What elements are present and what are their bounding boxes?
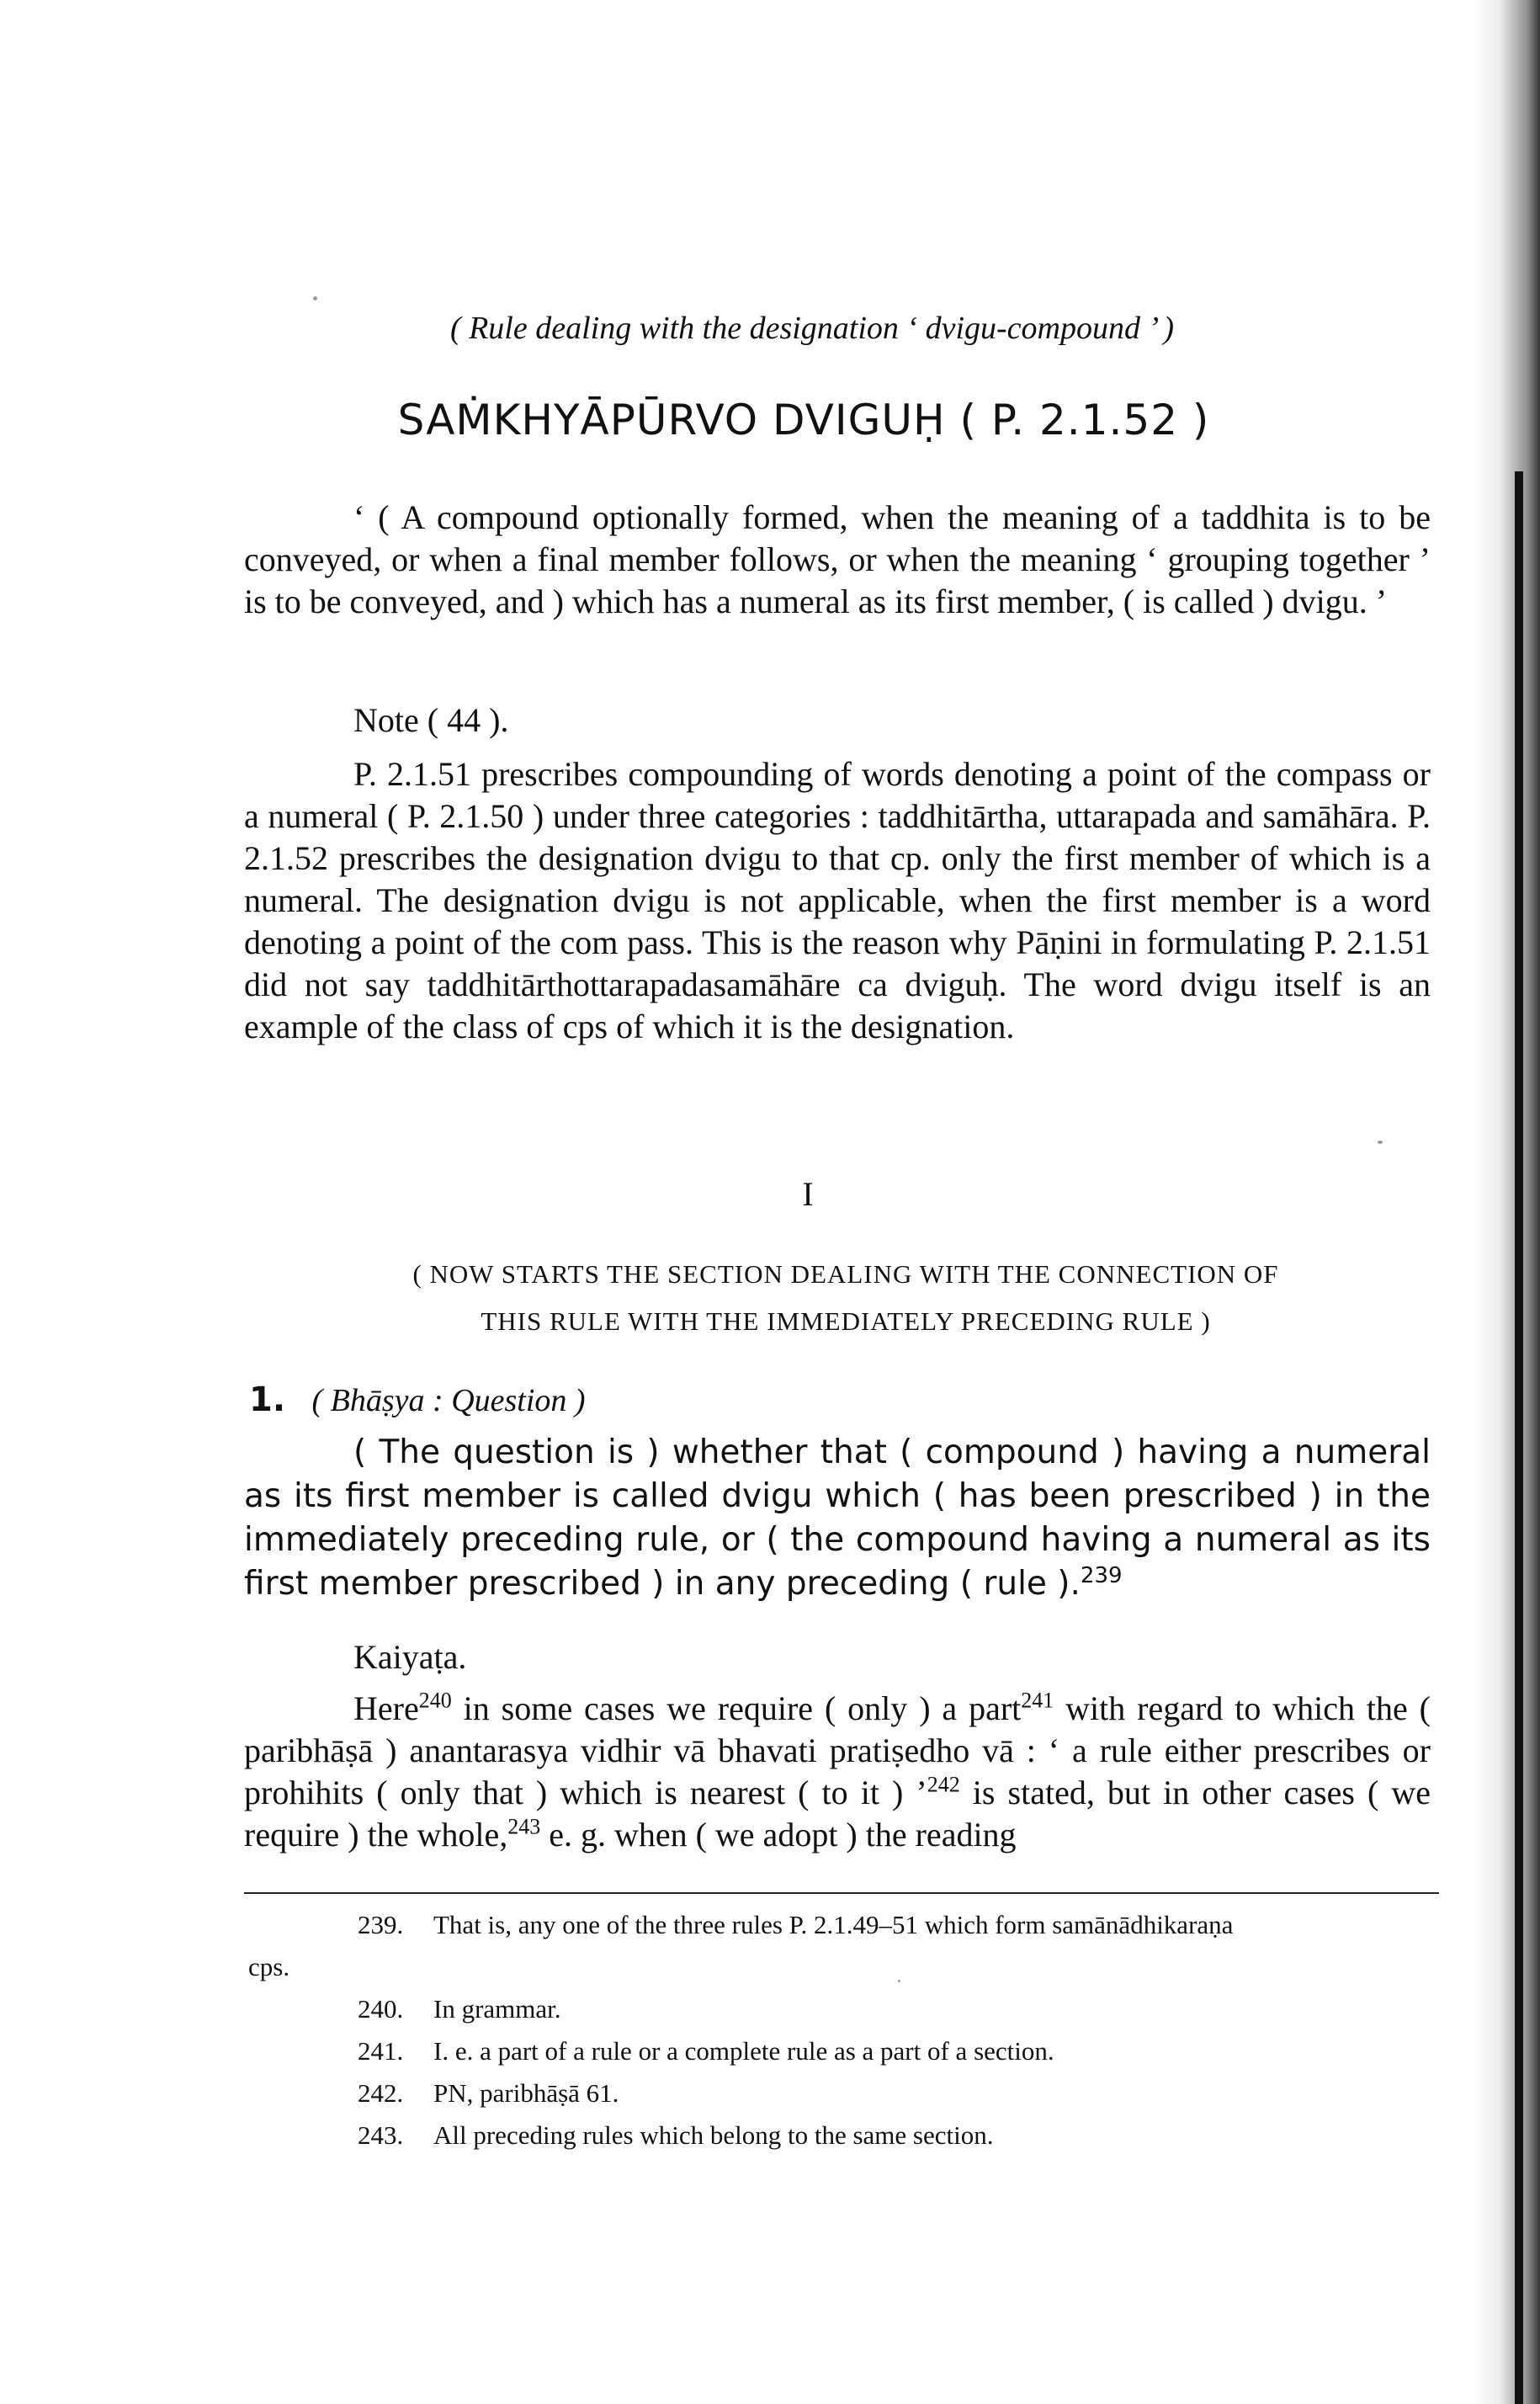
footnote-number: 241. [358,2036,404,2066]
page-binding-edge [1515,471,1523,2404]
bhasya-question-body: ( The question is ) whether that ( compound ) having a numeral as its first member is called dvigu which ( has been prescribed ) in the immediately preceding rule, or ( the compound having a numeral as its first member prescribed ) in any preceding ( rule ). [244,1433,1431,1603]
footnote-ref-243[interactable]: 243 [507,1814,541,1839]
footnote-number: 240. [358,1994,404,2024]
footnote-239-continuation: cps. [248,1952,290,1981]
footnote-ref-242[interactable]: 242 [927,1772,960,1797]
footnote-number: 239. [358,1910,404,1939]
footnote-239 [248,1904,1435,1946]
footnote-number: 242. [358,2078,404,2108]
footnote-number: 243. [358,2120,404,2150]
footnote-divider [244,1892,1439,1894]
footnote-242 [248,2072,1435,2114]
footnote-text: PN, paribhāṣā 61. [433,2078,619,2108]
kaiyata-text-part: e. g. when ( we adopt ) the reading [540,1816,1017,1854]
section-heading-line-2: THIS RULE WITH THE IMMEDIATELY PRECEDING RULE ) [481,1306,1211,1336]
footnote-text: All preceding rules which belong to the same section. [433,2120,994,2150]
scan-speck [1378,1141,1383,1144]
kaiyata-label: Kaiyaṭa. [353,1638,467,1676]
sutra-title: SAṀKHYĀPŪRVO DVIGUḤ ( P. 2.1.52 ) [397,396,1210,444]
bhasya-question-text [244,1431,1431,1606]
footnote-text: In grammar. [433,1994,561,2024]
footnote-241 [248,2030,1435,2072]
footnote-240 [248,1988,1435,2030]
footnote-text: That is, any one of the three rules P. 2.1.49–51 which form samānādhikaraṇa [433,1910,1234,1939]
bhasya-label: ( Bhāṣya : Question ) [311,1383,586,1418]
footnote-ref-241[interactable]: 241 [1021,1688,1054,1713]
kaiyata-text-part: in some cases we require ( only ) a part [451,1689,1022,1727]
bhasya-heading [249,1380,586,1419]
scan-speck [313,296,317,300]
footnote-ref-239[interactable]: 239 [1080,1563,1123,1588]
section-roman-numeral: I [802,1175,814,1213]
kaiyata-text-part: with regard to which the ( paribhāṣā ) anantarasya vidhir vā bhavati pratiṣedho vā : ‘ a rule either prescribes or prohihits ( only that ) which is nearest ( to it ) ’ [244,1689,1431,1811]
footnotes [248,1904,1435,2157]
section-heading-line-1: ( NOW STARTS THE SECTION DEALING WITH THE CONNECTION OF [412,1259,1279,1289]
sutra-definition: ‘ ( A compound optionally formed, when the meaning of a taddhita is to be conveyed, or when a final member follows, or when the meaning ‘ grouping together ’ is to be conveyed, and ) which has a numeral as its first member, ( is called ) dvigu. ’ [244,498,1431,620]
kaiyata-text [244,1688,1431,1856]
footnote-text: I. e. a part of a rule or a complete rule as a part of a section. [433,2036,1054,2066]
footnote-243 [248,2114,1435,2157]
kaiyata-text-part: is stated, but in other cases ( we require ) the whole, [244,1774,1431,1854]
footnote-ref-240[interactable]: 240 [418,1688,452,1713]
bhasya-number: 1. [249,1380,286,1419]
note-text: P. 2.1.51 prescribes compounding of words denoting a point of the compass or a numeral ( P. 2.1.50 ) under three categories : taddhitārtha, uttarapada and samāhāra. P. 2.1.52 prescribes the designation dvigu to that cp. only the first member of which is a numeral. The designation dvigu is not applicable, when the first member is a word denoting a point of the com pass. This is the reason why Pāṇini in formulating P. 2.1.51 did not say taddhitārthottarapadasamāhāre ca dviguḥ. The word dvigu itself is an example of the class of cps of which it is the designation. [244,755,1431,1045]
note-label: Note ( 44 ). [353,701,509,739]
rule-designation: ( Rule dealing with the designation ‘ dvigu-compound ’ ) [449,311,1175,346]
kaiyata-text-part: Here [353,1689,419,1727]
